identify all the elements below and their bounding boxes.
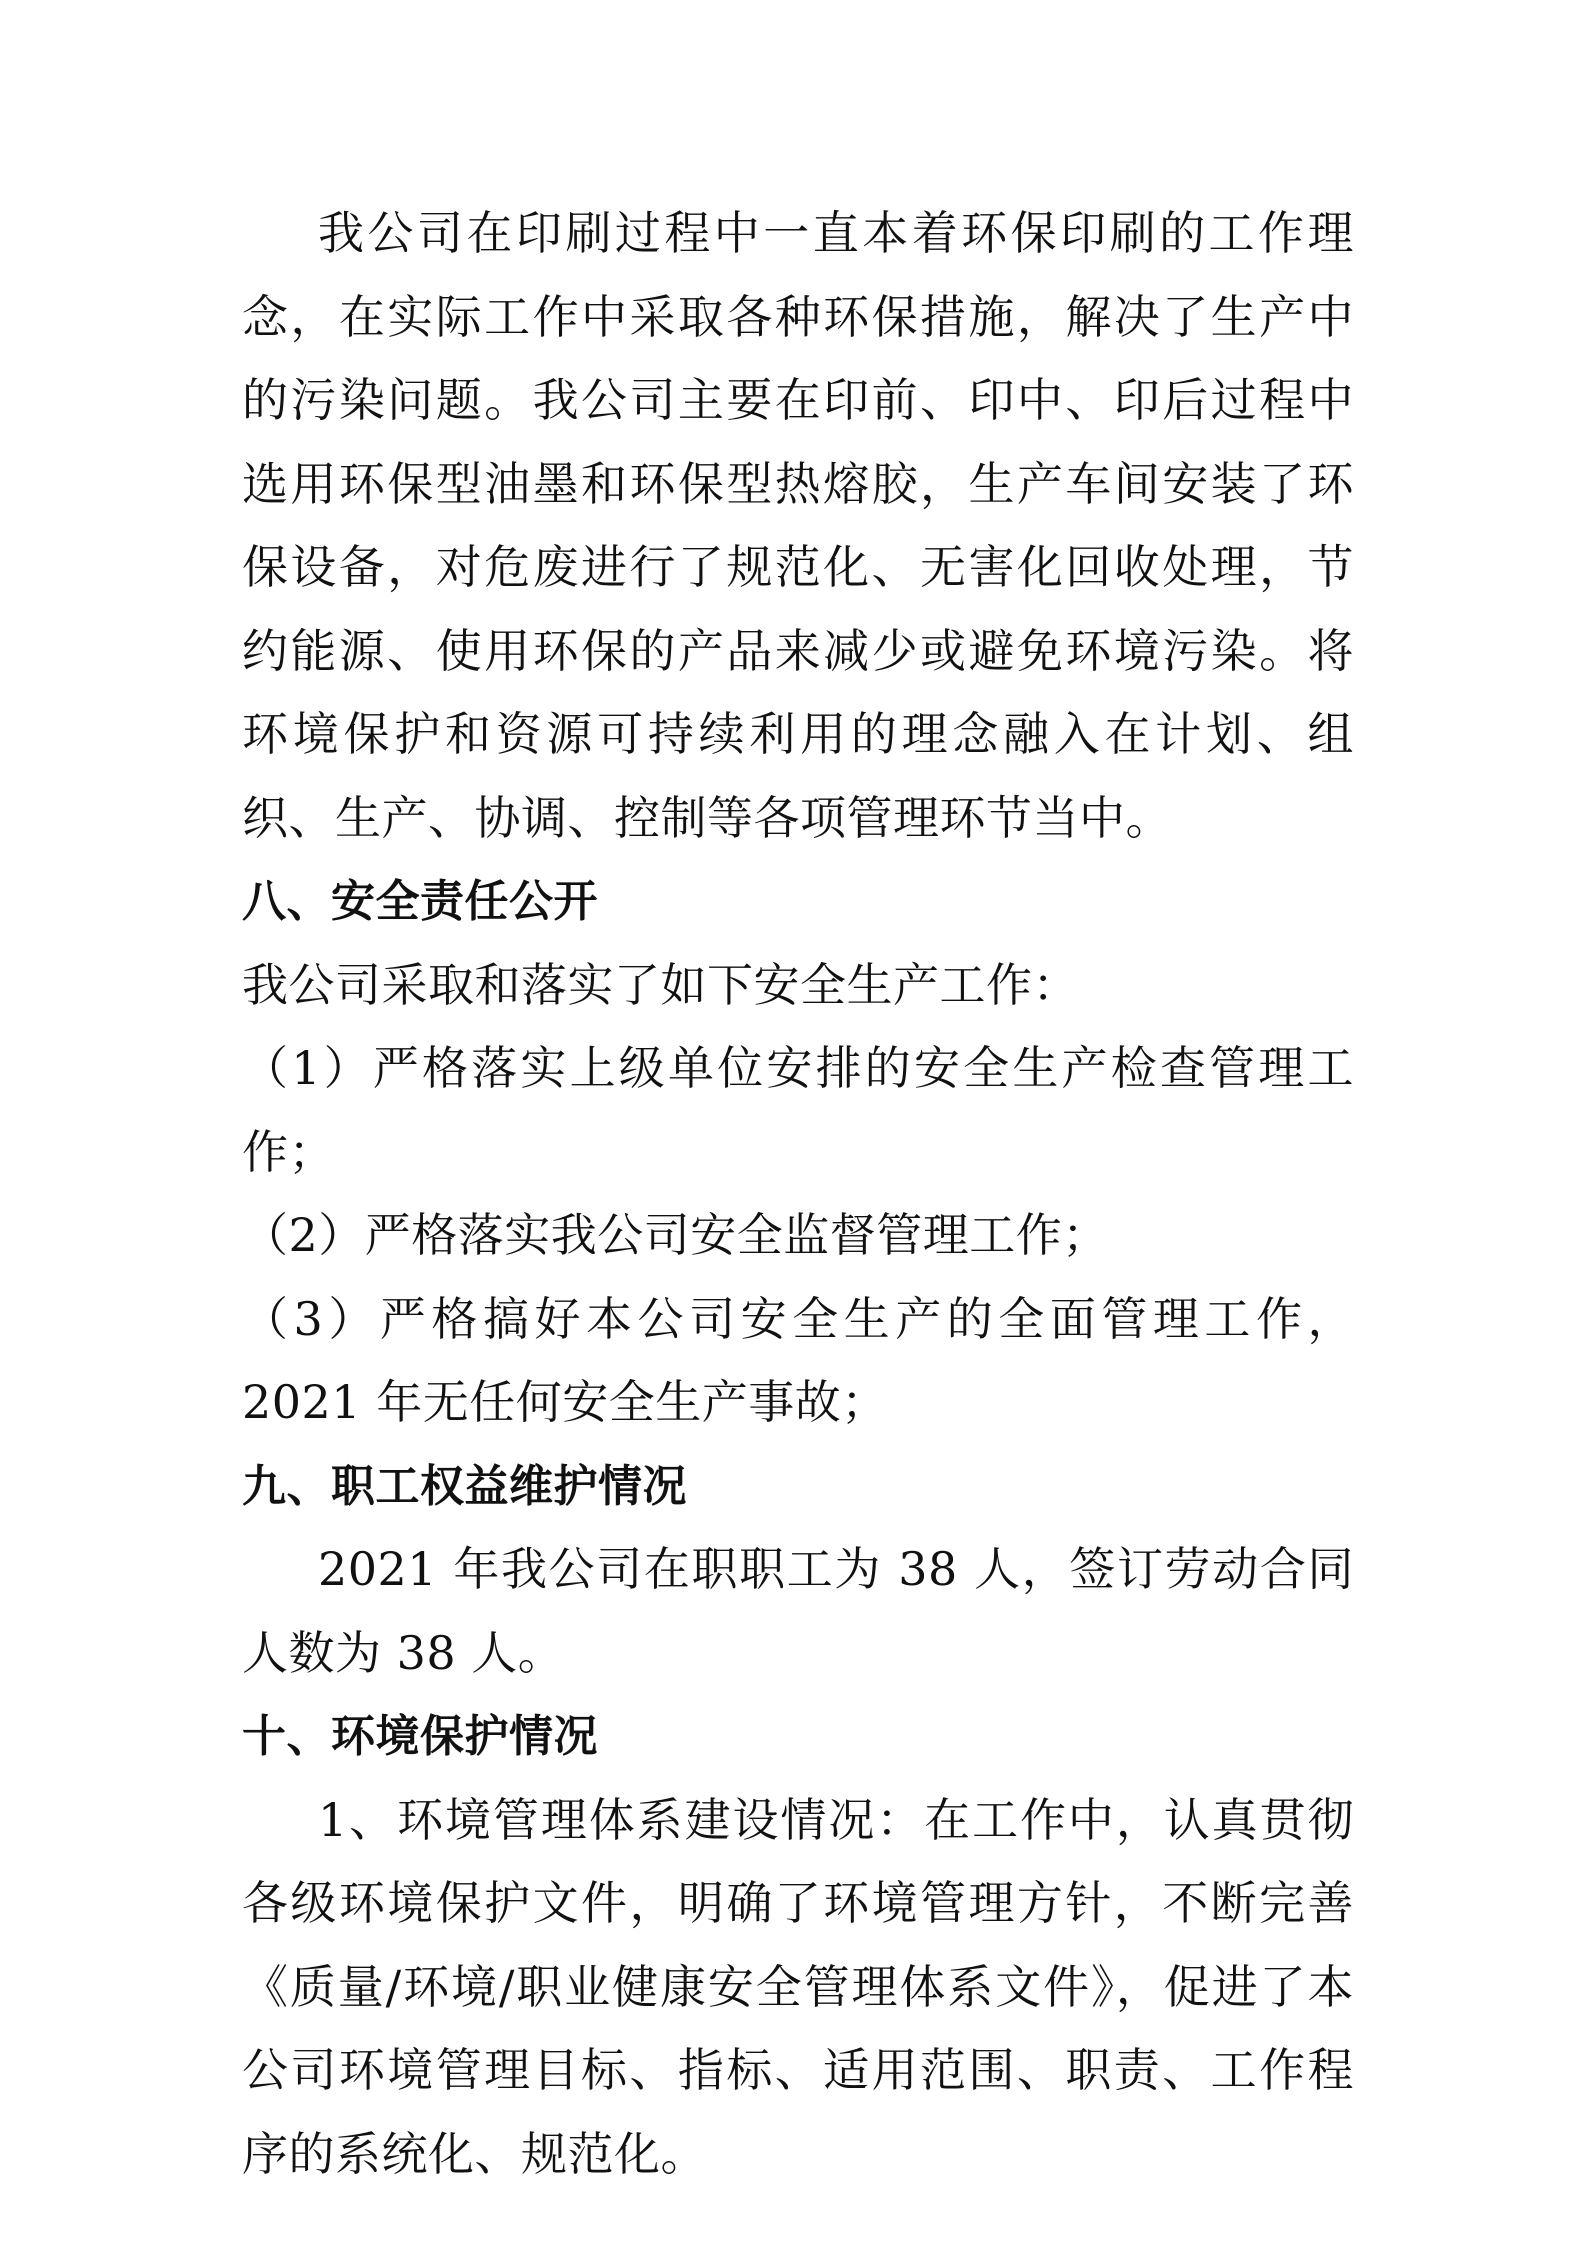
safety-lead-text: 我公司采取和落实了如下安全生产工作： [242, 957, 1079, 1012]
environment-paragraph: 1、环境管理体系建设情况：在工作中，认真贯彻各级环境保护文件，明确了环境管理方针，不断完善《质量/环境/职业健康安全管理体系文件》，促进了本公司环境管理目标、指标、适用范围、职责、工作程序的系统化、规范化。 [242, 1792, 1354, 2181]
section-heading-safety: 八、安全责任公开 [242, 876, 598, 927]
safety-list-item-2: （2）严格落实我公司安全监督管理工作； [242, 1208, 1109, 1262]
section-heading-employee-rights: 九、职工权益维护情况 [242, 1460, 687, 1512]
section-heading-environment: 十、环境保护情况 [242, 1711, 598, 1762]
document-page [242, 192, 1354, 2196]
safety-list-item-3: （3）严格搞好本公司安全生产的全面管理工作，2021 年无任何安全生产事故； [242, 1291, 1354, 1429]
employee-rights-paragraph: 2021 年我公司在职职工为 38 人，签订劳动合同人数为 38 人。 [242, 1542, 1354, 1680]
safety-list-item-1: （1）严格落实上级单位安排的安全生产检查管理工作； [242, 1041, 1354, 1179]
intro-paragraph: 我公司在印刷过程中一直本着环保印刷的工作理念，在实际工作中采取各种环保措施，解决了生产中的污染问题。我公司主要在印前、印中、印后过程中选用环保型油墨和环保型热熔胶，生产车间安装了环保设备，对危废进行了规范化、无害化回收处理，节约能源、使用环保的产品来减少或避免环境污染。将环境保护和资源可持续利用的理念融入在计划、组织、生产、协调、控制等各项管理环节当中。 [242, 206, 1354, 845]
